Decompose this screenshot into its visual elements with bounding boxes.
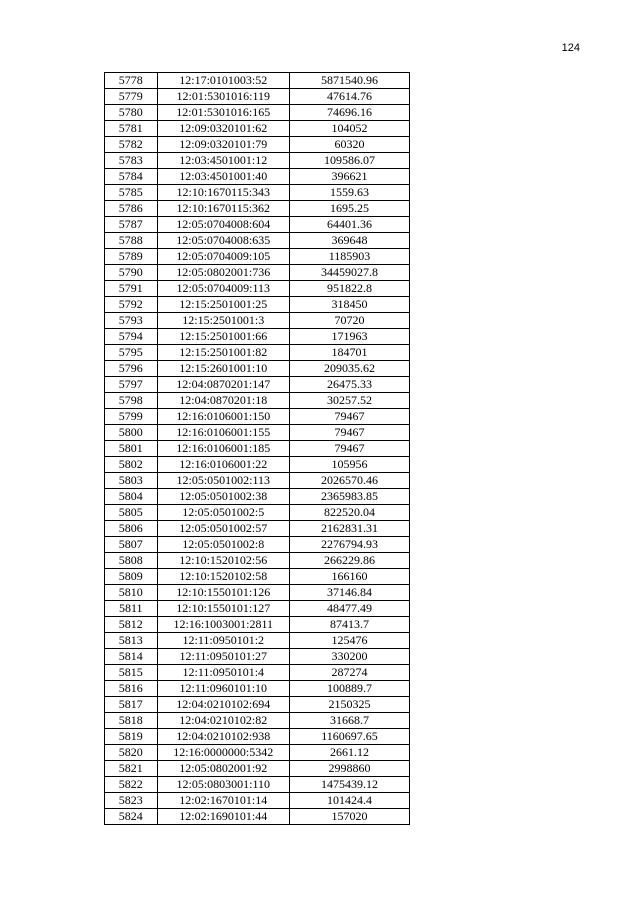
row-number-cell: 5811 — [105, 601, 158, 617]
table-row — [105, 313, 410, 329]
code-cell: 12:05:0501002:5 — [157, 505, 289, 521]
row-number-cell: 5791 — [105, 281, 158, 297]
amount-cell: 266229.86 — [290, 553, 410, 569]
row-number-cell: 5779 — [105, 89, 158, 105]
code-cell: 12:16:0000000:5342 — [157, 745, 289, 761]
amount-cell: 318450 — [290, 297, 410, 313]
amount-cell: 822520.04 — [290, 505, 410, 521]
row-number-cell: 5784 — [105, 169, 158, 185]
row-number-cell: 5781 — [105, 121, 158, 137]
table-row — [105, 409, 410, 425]
row-number-cell: 5818 — [105, 713, 158, 729]
code-cell: 12:15:2501001:25 — [157, 297, 289, 313]
row-number-cell: 5807 — [105, 537, 158, 553]
data-table — [104, 72, 410, 825]
row-number-cell: 5810 — [105, 585, 158, 601]
row-number-cell: 5800 — [105, 425, 158, 441]
code-cell: 12:05:0803001:110 — [157, 777, 289, 793]
code-cell: 12:16:0106001:150 — [157, 409, 289, 425]
code-cell: 12:05:0501002:8 — [157, 537, 289, 553]
row-number-cell: 5790 — [105, 265, 158, 281]
table-row — [105, 89, 410, 105]
row-number-cell: 5794 — [105, 329, 158, 345]
row-number-cell: 5817 — [105, 697, 158, 713]
row-number-cell: 5792 — [105, 297, 158, 313]
code-cell: 12:05:0501002:57 — [157, 521, 289, 537]
code-cell: 12:09:0320101:79 — [157, 137, 289, 153]
code-cell: 12:11:0950101:27 — [157, 649, 289, 665]
table-row — [105, 473, 410, 489]
row-number-cell: 5812 — [105, 617, 158, 633]
amount-cell: 1160697.65 — [290, 729, 410, 745]
amount-cell: 1185903 — [290, 249, 410, 265]
table-row — [105, 569, 410, 585]
code-cell: 12:04:0210102:938 — [157, 729, 289, 745]
table-row — [105, 105, 410, 121]
amount-cell: 47614.76 — [290, 89, 410, 105]
table-row — [105, 457, 410, 473]
code-cell: 12:05:0704008:604 — [157, 217, 289, 233]
row-number-cell: 5801 — [105, 441, 158, 457]
amount-cell: 184701 — [290, 345, 410, 361]
table-row — [105, 521, 410, 537]
amount-cell: 74696.16 — [290, 105, 410, 121]
table-row — [105, 489, 410, 505]
row-number-cell: 5780 — [105, 105, 158, 121]
table-row — [105, 745, 410, 761]
amount-cell: 330200 — [290, 649, 410, 665]
table-row — [105, 249, 410, 265]
table-row — [105, 233, 410, 249]
table-row — [105, 73, 410, 89]
amount-cell: 1475439.12 — [290, 777, 410, 793]
row-number-cell: 5803 — [105, 473, 158, 489]
row-number-cell: 5814 — [105, 649, 158, 665]
amount-cell: 2365983.85 — [290, 489, 410, 505]
table-row — [105, 393, 410, 409]
table-row — [105, 537, 410, 553]
table-row — [105, 713, 410, 729]
amount-cell: 31668.7 — [290, 713, 410, 729]
code-cell: 12:01:5301016:165 — [157, 105, 289, 121]
code-cell: 12:01:5301016:119 — [157, 89, 289, 105]
amount-cell: 125476 — [290, 633, 410, 649]
row-number-cell: 5816 — [105, 681, 158, 697]
table-row — [105, 329, 410, 345]
row-number-cell: 5821 — [105, 761, 158, 777]
amount-cell: 951822.8 — [290, 281, 410, 297]
amount-cell: 2661.12 — [290, 745, 410, 761]
amount-cell: 104052 — [290, 121, 410, 137]
code-cell: 12:10:1670115:362 — [157, 201, 289, 217]
amount-cell: 79467 — [290, 409, 410, 425]
table-row — [105, 345, 410, 361]
amount-cell: 70720 — [290, 313, 410, 329]
amount-cell: 87413.7 — [290, 617, 410, 633]
table-row — [105, 809, 410, 825]
row-number-cell: 5798 — [105, 393, 158, 409]
code-cell: 12:05:0802001:92 — [157, 761, 289, 777]
row-number-cell: 5809 — [105, 569, 158, 585]
table-row — [105, 281, 410, 297]
code-cell: 12:11:0950101:4 — [157, 665, 289, 681]
amount-cell: 209035.62 — [290, 361, 410, 377]
page-number: 124 — [561, 42, 580, 54]
row-number-cell: 5785 — [105, 185, 158, 201]
amount-cell: 2276794.93 — [290, 537, 410, 553]
row-number-cell: 5795 — [105, 345, 158, 361]
code-cell: 12:15:2501001:66 — [157, 329, 289, 345]
code-cell: 12:16:0106001:155 — [157, 425, 289, 441]
row-number-cell: 5819 — [105, 729, 158, 745]
table-row — [105, 169, 410, 185]
code-cell: 12:10:1520102:56 — [157, 553, 289, 569]
amount-cell: 166160 — [290, 569, 410, 585]
amount-cell: 396621 — [290, 169, 410, 185]
table-row — [105, 553, 410, 569]
amount-cell: 2162831.31 — [290, 521, 410, 537]
row-number-cell: 5778 — [105, 73, 158, 89]
code-cell: 12:04:0210102:82 — [157, 713, 289, 729]
code-cell: 12:05:0704009:105 — [157, 249, 289, 265]
code-cell: 12:02:1690101:44 — [157, 809, 289, 825]
table-row — [105, 185, 410, 201]
code-cell: 12:05:0501002:113 — [157, 473, 289, 489]
row-number-cell: 5793 — [105, 313, 158, 329]
row-number-cell: 5783 — [105, 153, 158, 169]
amount-cell: 171963 — [290, 329, 410, 345]
table-row — [105, 665, 410, 681]
amount-cell: 2150325 — [290, 697, 410, 713]
table-row — [105, 153, 410, 169]
code-cell: 12:04:0870201:18 — [157, 393, 289, 409]
code-cell: 12:16:0106001:185 — [157, 441, 289, 457]
table-row — [105, 649, 410, 665]
code-cell: 12:02:1670101:14 — [157, 793, 289, 809]
table-row — [105, 793, 410, 809]
code-cell: 12:11:0960101:10 — [157, 681, 289, 697]
table-row — [105, 425, 410, 441]
amount-cell: 109586.07 — [290, 153, 410, 169]
code-cell: 12:04:0870201:147 — [157, 377, 289, 393]
table-row — [105, 297, 410, 313]
table-row — [105, 505, 410, 521]
code-cell: 12:05:0501002:38 — [157, 489, 289, 505]
row-number-cell: 5815 — [105, 665, 158, 681]
amount-cell: 79467 — [290, 441, 410, 457]
table-body — [105, 73, 410, 825]
code-cell: 12:03:4501001:12 — [157, 153, 289, 169]
amount-cell: 1695.25 — [290, 201, 410, 217]
row-number-cell: 5799 — [105, 409, 158, 425]
table-row — [105, 777, 410, 793]
table-row — [105, 201, 410, 217]
row-number-cell: 5805 — [105, 505, 158, 521]
code-cell: 12:04:0210102:694 — [157, 697, 289, 713]
row-number-cell: 5787 — [105, 217, 158, 233]
table-row — [105, 681, 410, 697]
code-cell: 12:10:1520102:58 — [157, 569, 289, 585]
amount-cell: 5871540.96 — [290, 73, 410, 89]
row-number-cell: 5782 — [105, 137, 158, 153]
table-row — [105, 121, 410, 137]
row-number-cell: 5788 — [105, 233, 158, 249]
row-number-cell: 5820 — [105, 745, 158, 761]
row-number-cell: 5823 — [105, 793, 158, 809]
code-cell: 12:03:4501001:40 — [157, 169, 289, 185]
code-cell: 12:05:0704008:635 — [157, 233, 289, 249]
code-cell: 12:11:0950101:2 — [157, 633, 289, 649]
row-number-cell: 5824 — [105, 809, 158, 825]
table-row — [105, 217, 410, 233]
code-cell: 12:05:0704009:113 — [157, 281, 289, 297]
row-number-cell: 5786 — [105, 201, 158, 217]
row-number-cell: 5804 — [105, 489, 158, 505]
table-row — [105, 441, 410, 457]
row-number-cell: 5808 — [105, 553, 158, 569]
code-cell: 12:17:0101003:52 — [157, 73, 289, 89]
amount-cell: 79467 — [290, 425, 410, 441]
code-cell: 12:15:2601001:10 — [157, 361, 289, 377]
table-row — [105, 361, 410, 377]
amount-cell: 157020 — [290, 809, 410, 825]
table-row — [105, 265, 410, 281]
amount-cell: 48477.49 — [290, 601, 410, 617]
amount-cell: 2998860 — [290, 761, 410, 777]
table-row — [105, 601, 410, 617]
amount-cell: 64401.36 — [290, 217, 410, 233]
code-cell: 12:10:1670115:343 — [157, 185, 289, 201]
code-cell: 12:16:0106001:22 — [157, 457, 289, 473]
code-cell: 12:09:0320101:62 — [157, 121, 289, 137]
amount-cell: 26475.33 — [290, 377, 410, 393]
code-cell: 12:16:1003001:2811 — [157, 617, 289, 633]
amount-cell: 37146.84 — [290, 585, 410, 601]
table-row — [105, 617, 410, 633]
row-number-cell: 5796 — [105, 361, 158, 377]
amount-cell: 30257.52 — [290, 393, 410, 409]
table-row — [105, 585, 410, 601]
amount-cell: 101424.4 — [290, 793, 410, 809]
row-number-cell: 5802 — [105, 457, 158, 473]
amount-cell: 105956 — [290, 457, 410, 473]
code-cell: 12:10:1550101:127 — [157, 601, 289, 617]
table-row — [105, 633, 410, 649]
amount-cell: 34459027.8 — [290, 265, 410, 281]
amount-cell: 1559.63 — [290, 185, 410, 201]
code-cell: 12:15:2501001:3 — [157, 313, 289, 329]
amount-cell: 60320 — [290, 137, 410, 153]
code-cell: 12:15:2501001:82 — [157, 345, 289, 361]
row-number-cell: 5822 — [105, 777, 158, 793]
amount-cell: 2026570.46 — [290, 473, 410, 489]
row-number-cell: 5806 — [105, 521, 158, 537]
row-number-cell: 5797 — [105, 377, 158, 393]
code-cell: 12:10:1550101:126 — [157, 585, 289, 601]
table-row — [105, 761, 410, 777]
amount-cell: 287274 — [290, 665, 410, 681]
table-row — [105, 377, 410, 393]
table-row — [105, 137, 410, 153]
table-row — [105, 729, 410, 745]
code-cell: 12:05:0802001:736 — [157, 265, 289, 281]
row-number-cell: 5789 — [105, 249, 158, 265]
row-number-cell: 5813 — [105, 633, 158, 649]
amount-cell: 369648 — [290, 233, 410, 249]
amount-cell: 100889.7 — [290, 681, 410, 697]
table-row — [105, 697, 410, 713]
